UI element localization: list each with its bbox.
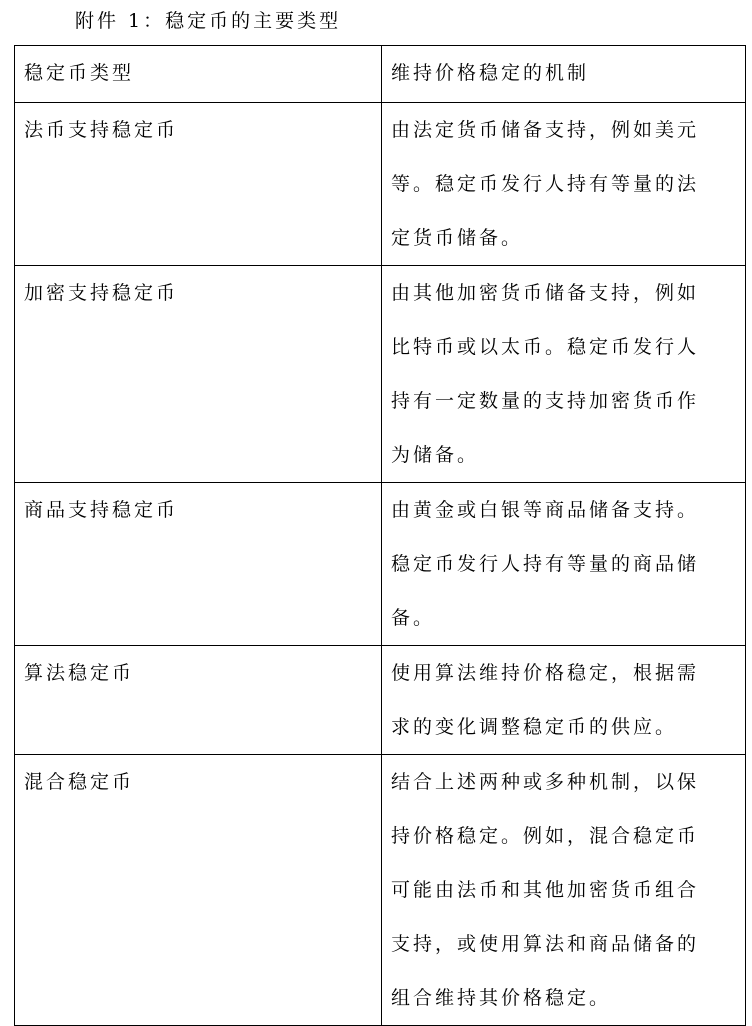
mechanism-line: 由黄金或白银等商品储备支持。 [391,499,700,521]
mechanism-line: 可能由法币和其他加密货币组合 [391,879,700,901]
mechanism-line: 备。 [391,607,436,629]
table-row [15,266,746,483]
table-row [15,103,746,266]
stablecoin-type-cell: 算法稳定币 [15,646,382,755]
mechanism-cell [382,755,746,1026]
header-stablecoin-type: 稳定币类型 [15,46,382,103]
stablecoin-type-cell: 法币支持稳定币 [15,103,382,266]
mechanism-line: 等。稳定币发行人持有等量的法 [391,173,700,195]
header-mechanism: 维持价格稳定的机制 [382,46,746,103]
mechanism-line: 组合维持其价格稳定。 [391,987,612,1009]
mechanism-line: 由其他加密货币储备支持，例如 [391,282,700,304]
mechanism-cell [382,483,746,646]
mechanism-line: 由法定货币储备支持，例如美元 [391,119,700,141]
mechanism-cell [382,103,746,266]
stablecoin-type-cell: 加密支持稳定币 [15,266,382,483]
mechanism-line: 使用算法维持价格稳定，根据需 [391,662,700,684]
stablecoin-type-cell: 混合稳定币 [15,755,382,1026]
document-caption: 附件 1：稳定币的主要类型 [75,10,342,32]
mechanism-line: 比特币或以太币。稳定币发行人 [391,336,700,358]
mechanism-line: 求的变化调整稳定币的供应。 [391,716,678,738]
mechanism-line: 定货币储备。 [391,227,524,249]
table-row [15,646,746,755]
mechanism-line: 持有一定数量的支持加密货币作 [391,390,700,412]
mechanism-line: 为储备。 [391,444,480,466]
mechanism-line: 结合上述两种或多种机制，以保 [391,771,700,793]
table-row [15,755,746,1026]
mechanism-cell [382,266,746,483]
mechanism-line: 持价格稳定。例如，混合稳定币 [391,825,700,847]
table-header-row [15,46,746,103]
mechanism-line: 稳定币发行人持有等量的商品储 [391,553,700,575]
stablecoin-types-table [14,45,746,1026]
table-row [15,483,746,646]
mechanism-line: 支持，或使用算法和商品储备的 [391,933,700,955]
mechanism-cell [382,646,746,755]
stablecoin-type-cell: 商品支持稳定币 [15,483,382,646]
